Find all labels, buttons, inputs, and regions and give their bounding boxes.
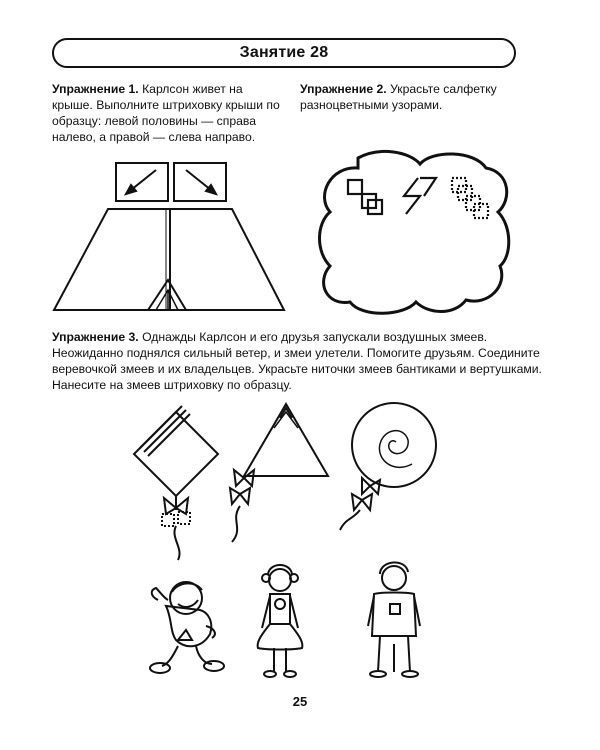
lesson-title-box: [52, 38, 516, 68]
exercise-1-label: Упражнение 1.: [52, 82, 139, 96]
exercise-3-body: Однажды Карлсон и его друзья запускали воздушных змеев. Неожиданно поднялся сильный ветер, и змеи улетели. Помогите друзьям. Соедините веревочкой змеев и их владельцев. Украсьте ниточки змеев бантиками и вертушками. Нанесите на змеев штриховку по образцу.: [52, 330, 542, 392]
exercise-2-text: [300, 81, 532, 113]
exercise-3-text: [52, 329, 544, 393]
lesson-title: Занятие 28: [239, 44, 329, 61]
diamond-kite-icon: [134, 406, 218, 560]
sample-box-left: [116, 163, 168, 201]
triangle-kite-icon: [230, 404, 328, 542]
exercise-1-text: [52, 81, 284, 145]
exercise-2-body: Украсьте салфетку разноцветными узорами.: [300, 82, 497, 112]
round-kite-icon: [340, 403, 436, 530]
karlson-icon: [150, 582, 224, 673]
boy-icon: [368, 562, 420, 677]
page-number: 25: [292, 694, 308, 709]
exercise-1-body: Карлсон живет на крыше. Выполните штриховку крыши по образцу: левой половины — справа налево, а правой — слева направо.: [52, 82, 280, 144]
exercise-2-label: Упражнение 2.: [300, 82, 387, 96]
girl-icon: [258, 565, 303, 677]
sample-box-right: [174, 163, 226, 201]
roof-trapezoid: [54, 209, 284, 310]
exercise-3-label: Упражнение 3.: [52, 330, 139, 344]
